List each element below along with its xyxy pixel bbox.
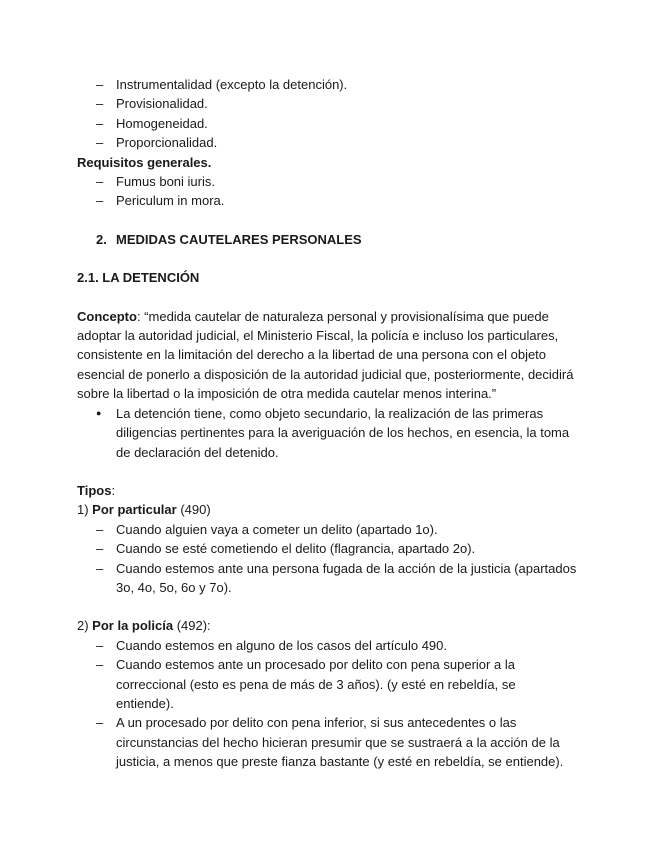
tipo-label: Por particular <box>92 502 177 518</box>
tipo-prefix: 1) <box>77 502 93 518</box>
section-title: MEDIDAS CAUTELARES PERSONALES <box>116 231 362 247</box>
tipo-label: Por la policía <box>92 618 174 634</box>
tipo-prefix: 2) <box>77 618 93 634</box>
list-item: – Cuando estemos en alguno de los casos del artículo 490. <box>77 636 577 655</box>
requisitos-list <box>77 172 577 211</box>
particular-list <box>77 520 577 598</box>
detencion-bullet-list <box>77 404 577 462</box>
list-item: – Fumus boni iuris. <box>77 172 577 191</box>
list-item: – Cuando estemos ante un procesado por delito con pena superior a la correccional (esto es pena de más de 3 años). (y esté en rebeldía, se entiende). <box>77 655 577 713</box>
policia-list <box>77 636 577 772</box>
list-item: – Instrumentalidad (excepto la detención). <box>77 75 577 94</box>
list-item: – A un procesado por delito con pena inferior, si sus antecedentes o las circunstancias del hecho hicieran presumir que se sustraerá a la acción de la justicia, a menos que preste fianza bastante (y esté en rebeldía, se entiende). <box>77 713 577 771</box>
list-item: – Cuando estemos ante una persona fugada de la acción de la justicia (apartados 3o, 4o, 5o, 6o y 7o). <box>77 559 577 598</box>
section-2-heading <box>77 230 577 249</box>
list-item: – Cuando se esté cometiendo el delito (flagrancia, apartado 2o). <box>77 539 577 558</box>
list-item: ● La detención tiene, como objeto secundario, la realización de las primeras diligencias pertinentes para la averiguación de los hechos, en esencia, la toma de declaración del detenido. <box>77 404 577 462</box>
concepto-text: : “medida cautelar de naturaleza personal y provisionalísima que puede adoptar la autoridad judicial, el Ministerio Fiscal, la policía e incluso los particulares, consistente en la limitación del derecho a la libertad de una persona con el objeto esencial de ponerlo a disposición de la autoridad judicial que, posteriormente, decidirá sobre la libertad o la imposición de otra medida cautelar menos interina.” <box>77 308 574 402</box>
requisitos-heading: Requisitos generales. <box>77 154 212 170</box>
tipos-label: Tipos <box>77 482 112 498</box>
list-item: – Cuando alguien vaya a cometer un delito (apartado 1o). <box>77 520 577 539</box>
concepto-paragraph <box>77 307 577 404</box>
principles-list <box>77 75 577 153</box>
list-item: – Provisionalidad. <box>77 94 577 113</box>
tipos-suffix: : <box>111 482 116 498</box>
list-item: – Proporcionalidad. <box>77 133 577 152</box>
list-item: – Periculum in mora. <box>77 191 577 210</box>
list-item: – Homogeneidad. <box>77 114 577 133</box>
tipo-suffix: (492): <box>173 618 211 634</box>
section-number: 2. <box>96 231 107 247</box>
concepto-label: Concepto <box>77 308 137 324</box>
tipo-particular-heading <box>77 500 577 519</box>
tipos-heading <box>77 481 577 500</box>
tipo-policia-heading <box>77 616 577 635</box>
tipo-suffix: (490) <box>176 502 211 518</box>
subsection-2-1-heading: 2.1. LA DETENCIÓN <box>77 270 200 286</box>
